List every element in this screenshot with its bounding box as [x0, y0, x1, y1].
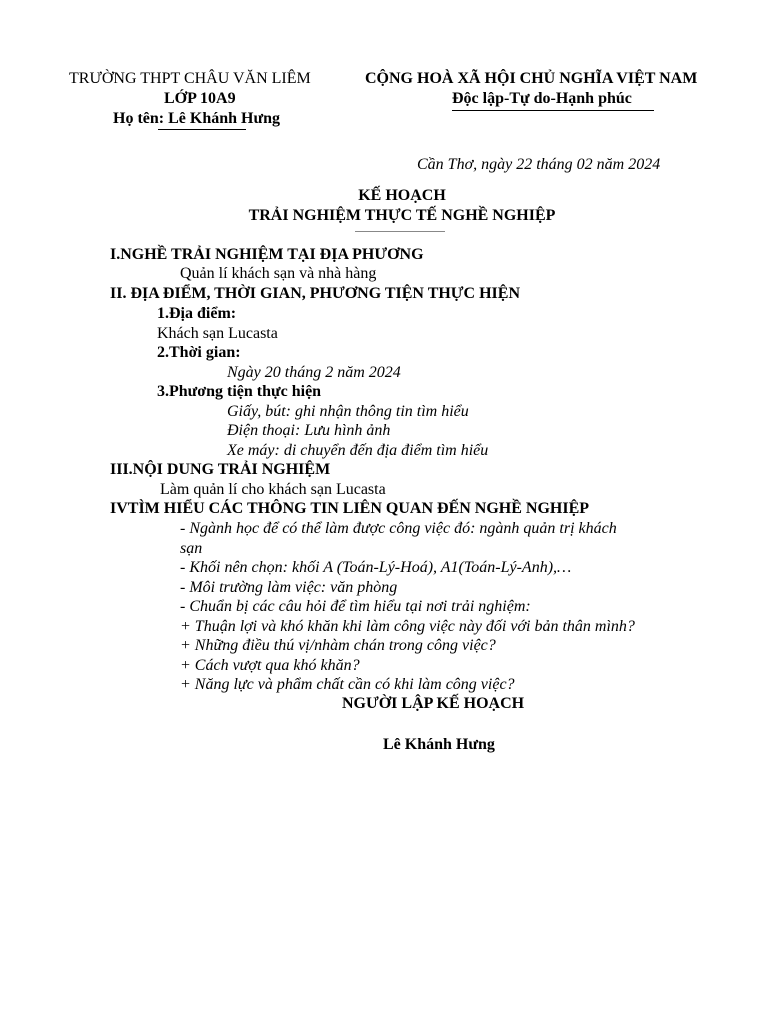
name-underline [158, 129, 246, 130]
means-item: Điện thoại: Lưu hình ảnh [227, 422, 391, 439]
class-name: LỚP 10A9 [164, 90, 236, 107]
section-2-heading: II. ĐỊA ĐIỂM, THỜI GIAN, PHƯƠNG TIỆN THỰC HIỆN [110, 285, 520, 302]
section-4-item: + Thuận lợi và khó khăn khi làm công việc này đối với bản thân mình? [180, 618, 635, 635]
time-value: Ngày 20 tháng 2 năm 2024 [227, 364, 401, 381]
means-item: Giấy, bút: ghi nhận thông tin tìm hiểu [227, 403, 469, 420]
signature-label: NGƯỜI LẬP KẾ HOẠCH [342, 695, 525, 712]
section-4-item: - Môi trường làm việc: văn phòng [180, 579, 398, 596]
school-name: TRƯỜNG THPT CHÂU VĂN LIÊM [69, 70, 311, 87]
section-4-item: - Ngành học để có thể làm được công việc đó: ngành quản trị khách [180, 520, 617, 537]
doc-title-line1: KẾ HOẠCH [358, 187, 446, 204]
title-underline [355, 231, 445, 232]
section-4-heading: IVTÌM HIỂU CÁC THÔNG TIN LIÊN QUAN ĐẾN NGHỀ NGHIỆP [110, 500, 590, 517]
student-name-line [113, 109, 280, 129]
student-name-value: Lê Khánh Hưng [168, 110, 280, 127]
section-4-item: - Chuẩn bị các câu hỏi để tìm hiểu tại nơi trải nghiệm: [180, 598, 531, 615]
nation-title: CỘNG HOÀ XÃ HỘI CHỦ NGHĨA VIỆT NAM [365, 70, 698, 87]
section-1-heading: I.NGHỀ TRẢI NGHIỆM TẠI ĐỊA PHƯƠNG [110, 246, 424, 263]
section-3-heading: III.NỘI DUNG TRẢI NGHIỆM [110, 461, 331, 478]
location-value: Khách sạn Lucasta [157, 325, 278, 342]
time-label: 2.Thời gian: [157, 344, 241, 361]
doc-title-line2: TRẢI NGHIỆM THỰC TẾ NGHỀ NGHIỆP [248, 207, 556, 224]
section-1-body: Quản lí khách sạn và nhà hàng [180, 265, 377, 282]
student-name-label: Họ tên: [113, 110, 169, 127]
means-label: 3.Phương tiện thực hiện [157, 383, 322, 400]
nation-motto: Độc lập-Tự do-Hạnh phúc [452, 90, 632, 107]
means-item: Xe máy: di chuyển đến địa điểm tìm hiểu [227, 442, 489, 459]
section-4-item: + Năng lực và phẩm chất cần có khi làm công việc? [180, 676, 515, 693]
section-4-item: + Cách vượt qua khó khăn? [180, 657, 360, 674]
section-4-item: - Khối nên chọn: khối A (Toán-Lý-Hoá), A1(Toán-Lý-Anh),… [180, 559, 572, 576]
location-label: 1.Địa điểm: [157, 305, 237, 322]
motto-underline [452, 110, 654, 111]
date-line: Cần Thơ, ngày 22 tháng 02 năm 2024 [417, 156, 661, 173]
section-3-body: Làm quản lí cho khách sạn Lucasta [160, 481, 386, 498]
section-4-item: sạn [180, 540, 203, 557]
section-4-item: + Những điều thú vị/nhàm chán trong công việc? [180, 637, 496, 654]
signature-name: Lê Khánh Hưng [383, 736, 495, 753]
